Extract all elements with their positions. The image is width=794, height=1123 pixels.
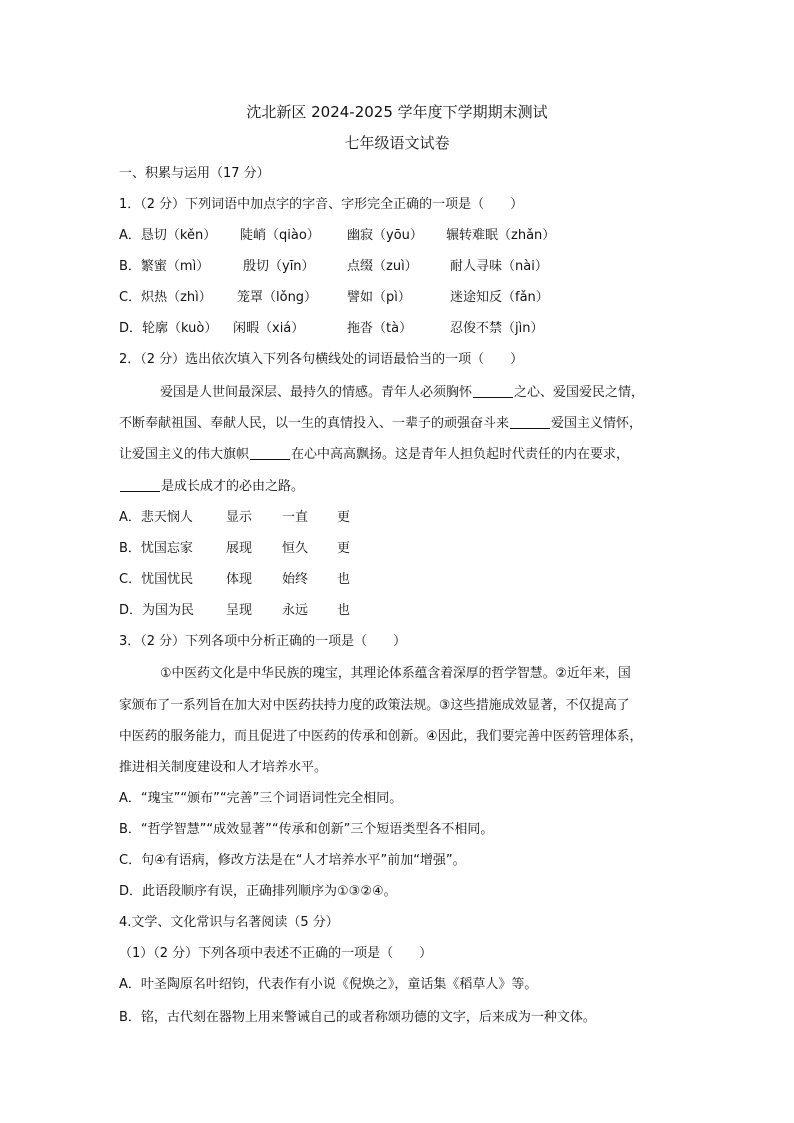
q4-option-b: B．铭，古代刻在器物上用来警诫自己的或者称颂功德的文字，后来成为一种文体。	[119, 1010, 596, 1025]
q1-option-d-3: 拖沓（tà）	[347, 321, 413, 336]
q2-option-a-2: 显示	[226, 510, 253, 525]
q1-option-b-3: 点缀（zuì）	[347, 259, 418, 274]
passage-line: 中医药的服务能力，而且促进了中医药的传承和创新。④因此，我们要完善中医药管理体系，	[119, 729, 643, 744]
q1-option-c-2: 笼罩（lǒng）	[237, 290, 318, 305]
q2-option-a-1: A．悲天悯人	[119, 510, 193, 525]
question-2-stem: 2．（2 分）选出依次填入下列各句横线处的词语最恰当的一项（ ）	[119, 352, 524, 367]
q2-option-a-3: 一直	[282, 510, 309, 525]
fill-blank	[473, 383, 513, 398]
passage-line: 是成长成才的必由之路。	[119, 477, 304, 497]
q2-option-c-4: 也	[337, 572, 351, 587]
passage-line: ①中医药文化是中华民族的瑰宝，其理论体系蕴含着深厚的哲学智慧。②近年来，国	[160, 666, 631, 681]
q3-option-d: D．此语段顺序有误，正确排列顺序为①③②④。	[119, 884, 397, 899]
q2-option-c-3: 始终	[282, 572, 309, 587]
q2-option-d-4: 也	[337, 603, 351, 618]
q1-option-b-1: B．繁蜜（mì）	[119, 259, 210, 274]
q1-option-c-3: 譬如（pì）	[347, 290, 411, 305]
passage-line: 家颁布了一系列旨在加大对中医药扶持力度的政策法规。③这些措施成效显著，不仅提高了	[119, 698, 630, 713]
q2-option-d-3: 永远	[282, 603, 309, 618]
q2-option-b-4: 更	[337, 541, 351, 556]
q1-option-a-3: 幽寂（yōu）	[347, 228, 423, 243]
question-4-sub1-stem: （1）（2 分）下列各项中表述不正确的一项是（ ）	[119, 946, 433, 961]
exam-title: 沈北新区 2024-2025 学年度下学期期末测试	[246, 103, 548, 121]
q3-option-b: B．“哲学智慧”“成效显著”“传承和创新”三个短语类型各不相同。	[119, 822, 494, 837]
fill-blank	[510, 414, 550, 429]
q1-option-d-4: 忍俊不禁（jìn）	[450, 321, 544, 336]
passage-line: 不断奉献祖国、奉献人民，以一生的真情投入、一辈子的顽强奋斗来 爱国主义情怀，	[119, 416, 643, 431]
q2-option-c-2: 体现	[226, 572, 253, 587]
q2-option-d-2: 呈现	[226, 603, 253, 618]
question-3-stem: 3．（2 分）下列各项中分析正确的一项是（ ）	[119, 634, 407, 649]
fill-blank	[250, 445, 290, 460]
q3-option-c: C．句④有语病，修改方法是在“人才培养水平”前加“增强”。	[119, 853, 466, 868]
q1-option-a-4: 辗转难眠（zhǎn）	[446, 228, 556, 243]
question-1-stem: 1．（2 分）下列词语中加点字的字音、字形完全正确的一项是（ ）	[119, 197, 524, 212]
passage-line: 推进相关制度建设和人才培养水平。	[119, 760, 328, 775]
q2-option-b-1: B．忧国忘家	[119, 541, 193, 556]
q1-option-d-2: 闲暇（xiá）	[233, 321, 305, 336]
q1-option-c-4: 迷途知反（fǎn）	[450, 290, 549, 305]
q2-option-a-4: 更	[337, 510, 351, 525]
q1-option-b-4: 耐人寻味（nài）	[450, 259, 548, 274]
question-4-heading: 4.文学、文化常识与名著阅读（5 分）	[119, 915, 339, 930]
passage-line: 爱国是人世间最深层、最持久的情感。青年人必须胸怀 之心、爱国爱民之情，	[160, 385, 645, 400]
q1-option-a-1: A．恳切（kěn）	[119, 228, 217, 243]
q3-option-a: A．“瑰宝”“颁布”“完善”三个词语词性完全相同。	[119, 791, 403, 806]
q1-option-c-1: C．炽热（zhì）	[119, 290, 212, 305]
q4-option-a: A．叶圣陶原名叶绍钧，代表作有小说《倪焕之》，童话集《稻草人》等。	[119, 977, 538, 992]
q2-option-b-2: 展现	[226, 541, 253, 556]
exam-subtitle: 七年级语文试卷	[344, 134, 450, 152]
fill-blank	[120, 477, 160, 492]
q2-option-c-1: C．忧国忧民	[119, 572, 194, 587]
q2-option-b-3: 恒久	[282, 541, 309, 556]
q1-option-b-2: 殷切（yīn）	[243, 259, 315, 274]
q1-option-d-1: D．轮廓（kuò）	[119, 321, 218, 336]
q2-option-d-1: D．为国为民	[119, 603, 195, 618]
passage-line: 让爱国主义的伟大旗帜 在心中高高飘扬。这是青年人担负起时代责任的内在要求，	[119, 447, 630, 462]
section-heading: 一、积累与运用（17 分）	[119, 166, 270, 181]
q1-option-a-2: 陡峭（qiào）	[240, 228, 320, 243]
